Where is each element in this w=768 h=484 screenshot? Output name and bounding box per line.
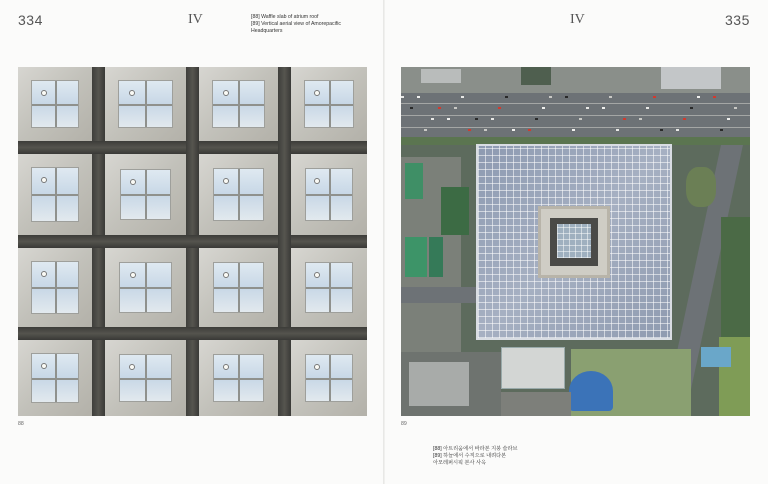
car [417, 96, 420, 98]
skylight-pane [305, 168, 354, 222]
skylight-pane [31, 167, 78, 221]
window-mullion [306, 287, 353, 289]
caption-line: Headquarters [251, 28, 283, 34]
window-mullion [32, 194, 77, 196]
building [661, 67, 721, 89]
ceiling-light-icon [130, 272, 136, 278]
green-roof [405, 237, 427, 277]
skylight-pane [119, 354, 173, 403]
skylight-pane [120, 169, 172, 221]
car [690, 107, 693, 109]
skylight-pane [31, 261, 78, 313]
car [609, 96, 612, 98]
concrete-beam [18, 235, 367, 248]
green-roof [405, 163, 423, 199]
skylight-pane [213, 168, 264, 221]
building [421, 69, 461, 83]
car [535, 118, 538, 120]
skylight-pane [213, 354, 265, 403]
car [586, 107, 589, 109]
page-number-right: 335 [725, 12, 750, 28]
car [572, 129, 575, 131]
skylight-pane [213, 262, 264, 313]
tree-cluster [721, 217, 750, 337]
skylight-pane [31, 353, 78, 402]
window-mullion [305, 104, 352, 106]
car [491, 118, 494, 120]
car [697, 96, 700, 98]
figure-number-left: 88 [18, 421, 24, 427]
skylight-pane [31, 80, 78, 127]
building [409, 362, 469, 406]
car [720, 129, 723, 131]
car [461, 96, 464, 98]
car [653, 96, 656, 98]
section-marker-right: IV [570, 12, 585, 27]
car [438, 107, 441, 109]
caption-line: [89] 하늘에서 수직으로 내려다본 [433, 453, 507, 459]
plaza-feature [569, 371, 613, 411]
window-mullion [306, 378, 353, 380]
caption-line: [88] Waffle slab of atrium roof [251, 14, 319, 20]
car [727, 118, 730, 120]
caption-line: [89] Vertical aerial view of Amorepacific [251, 21, 341, 27]
skylight-pane [212, 80, 264, 127]
car [734, 107, 737, 109]
car [447, 118, 450, 120]
skylight-pane [118, 80, 172, 127]
ceiling-light-icon [223, 364, 229, 370]
car [683, 118, 686, 120]
lane-marking [401, 115, 750, 116]
tree-cluster [686, 167, 716, 207]
window-mullion [32, 378, 77, 380]
tree-cluster [521, 67, 551, 85]
car [565, 96, 568, 98]
car [713, 96, 716, 98]
window-mullion [214, 378, 264, 380]
window-mullion [306, 194, 353, 196]
window-mullion [120, 287, 171, 289]
concrete-beam [278, 67, 291, 416]
building-blue-roof [701, 347, 731, 367]
section-marker-left: IV [188, 12, 203, 27]
car [549, 96, 552, 98]
car [639, 118, 642, 120]
car [623, 118, 626, 120]
car [498, 107, 501, 109]
car [616, 129, 619, 131]
car [602, 107, 605, 109]
atrium-skylight [557, 224, 591, 258]
city-blocks-bottom [501, 392, 571, 416]
car [475, 118, 478, 120]
car [542, 107, 545, 109]
waffle-slab-photo [18, 67, 367, 416]
car [410, 107, 413, 109]
page-number-left: 334 [18, 12, 43, 28]
window-mullion [32, 287, 77, 289]
skylight-pane [305, 354, 354, 403]
caption-line: [88] 아트리움에서 바라본 지붕 슬라브 [433, 446, 518, 452]
car [660, 129, 663, 131]
caption-english [251, 14, 371, 35]
window-mullion [119, 104, 171, 106]
concrete-beam [18, 327, 367, 340]
skylight-pane [119, 262, 172, 313]
car [505, 96, 508, 98]
caption-line: 아모레퍼시픽 본사 사옥 [433, 460, 486, 466]
car [528, 129, 531, 131]
window-mullion [32, 104, 77, 106]
building-annex [501, 347, 565, 389]
skylight-pane [304, 80, 353, 127]
figure-number-right: 89 [401, 421, 407, 427]
car [676, 129, 679, 131]
window-mullion [213, 104, 263, 106]
car [468, 129, 471, 131]
skylight-pane [305, 262, 354, 314]
car [484, 129, 487, 131]
window-mullion [120, 378, 172, 380]
tree-cluster [441, 187, 469, 235]
car [431, 118, 434, 120]
car [512, 129, 515, 131]
car [646, 107, 649, 109]
left-street [401, 287, 481, 303]
window-mullion [214, 194, 263, 196]
window-mullion [121, 194, 171, 196]
car [579, 118, 582, 120]
caption-korean [433, 446, 573, 467]
car [454, 107, 457, 109]
window-mullion [214, 287, 263, 289]
ceiling-light-icon [130, 179, 136, 185]
car [401, 96, 404, 98]
car [424, 129, 427, 131]
lane-marking [401, 103, 750, 104]
lane-marking [401, 127, 750, 128]
green-roof [429, 237, 443, 277]
